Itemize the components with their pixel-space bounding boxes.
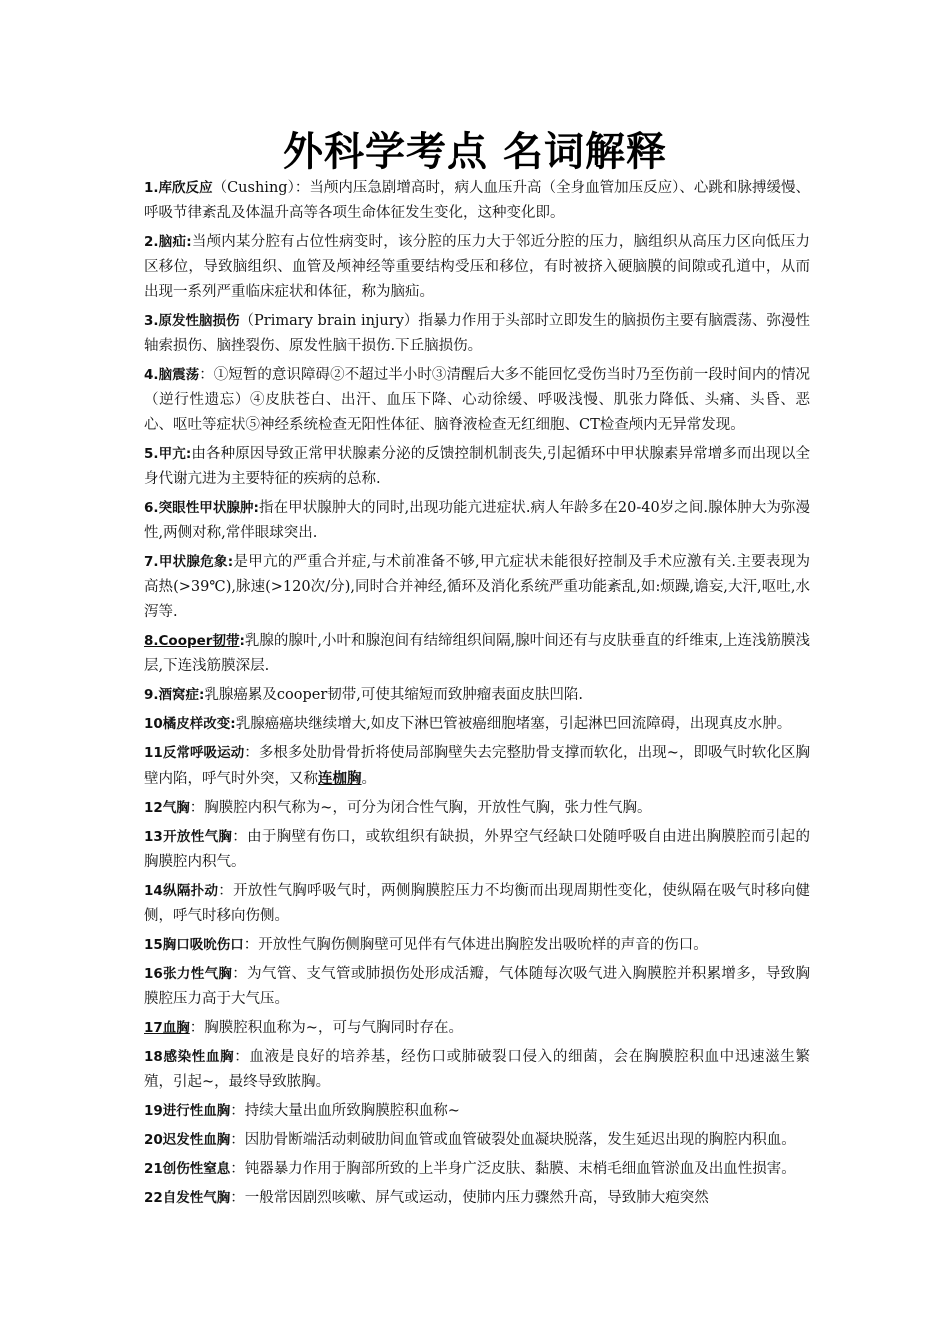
entry-separator: ： [243,937,259,953]
entry-text: 血液是良好的培养基，经伤口或肺破裂口侵入的细菌，会在胸膜腔积血中迅速滋生繁殖，引起~，最终导致脓胸。 [144,1049,810,1090]
entry-text: 乳腺癌癌块继续增大,如皮下淋巴管被癌细胞堵塞，引起淋巴回流障碍，出现真皮水肿。 [235,716,792,732]
entry-text: ①短暂的意识障碍②不超过半小时③清醒后大多不能回忆受伤当时乃至伤前一段时间内的情况（逆行性遗忘）④皮肤苍白、出汗、血压下降、心动徐缓、呼吸浅慢、肌张力降低、头痛、头昏、恶心、呕吐等症状⑤神经系统检查无阳性体征、脑脊液检查无红细胞、CT检查颅内无异常发现。 [144,367,810,433]
entry-hyperthyroidism [144,442,810,492]
entry-text: 胸膜腔积血称为~，可与气胸同时存在。 [204,1020,463,1036]
entry-separator: （Primary brain injury） [239,313,419,329]
entry-separator: : [230,716,236,732]
entry-text: 是甲亢的严重合并症,与术前准备不够,甲亢症状未能很好控制及手术应激有关.主要表现为高热(>39℃),脉速(>120次/分),同时合并神经,循环及消化系统严重功能紊乱,如:烦躁,谵妄,大汗,呕吐,水泻等. [144,554,810,620]
entry-text: 当颅内压急剧增高时，病人血压升高（全身血管加压反应）、心跳和脉搏缓慢、呼吸节律紊乱及体温升高等各项生命体征发生变化，这种变化即。 [144,180,810,221]
entry-text: 一般常因剧烈咳嗽、屏气或运动，使肺内压力骤然升高，导致肺大疱突然 [244,1190,709,1206]
entry-separator: ： [230,1103,245,1119]
entry-text: 指暴力作用于头部时立即发生的脑损伤主要有脑震荡、弥漫性轴索损伤、脑挫裂伤、原发性脑干损伤.下丘脑损伤。 [144,313,810,354]
entry-separator: （Cushing）： [212,180,310,196]
entry-term: 7.甲状腺危象 [144,554,228,570]
entry-text: 多根多处肋骨骨折将使局部胸壁失去完整肋骨支撑而软化，出现~，即吸气时软化区胸壁内陷，呼气时外突，又称 [144,745,810,787]
entry-term: 1.库欣反应 [144,180,213,196]
entry-term: 21创伤性窒息 [144,1161,231,1177]
entry-exophthalmic-goiter [144,496,810,546]
entry-text: 开放性气胸伤侧胸壁可见伴有气体进出胸腔发出吸吮样的声音的伤口。 [258,937,708,953]
entry-separator: ： [199,367,214,383]
entry-separator: : [239,633,245,649]
entry-term: 17血胸 [144,1020,190,1036]
entry-text: 为气管、支气管或肺损伤处形成活瓣，气体随每次吸气进入胸膜腔并积累增多，导致胸膜腔压力高于大气压。 [144,966,811,1007]
page-title: 外科学考点 名词解释 [283,128,667,175]
entry-delayed-hemothorax [144,1128,810,1153]
entry-text: 由各种原因导致正常甲状腺素分泌的反馈控制机制丧失,引起循环中甲状腺素异常增多而出现以全身代谢亢进为主要特征的疾病的总称. [144,446,810,487]
entry-cushing-reaction [144,176,810,226]
entry-separator: ： [232,829,248,845]
entry-separator: : [253,500,259,516]
entry-dimple-sign [144,683,810,708]
entry-progressive-hemothorax [144,1099,810,1124]
entry-text: 开放性气胸呼吸气时，两侧胸膜腔压力不均衡而出现周期性变化，使纵隔在吸气时移向健侧，呼气时移向伤侧。 [144,883,811,924]
entry-term: 18感染性血胸 [144,1049,235,1065]
entry-separator: ： [189,800,205,816]
entry-thyroid-crisis [144,550,810,625]
entry-text: 持续大量出血所致胸膜腔积血称~ [244,1103,460,1119]
entry-term: 14纵隔扑动 [144,883,219,899]
entry-text: 因肋骨断端活动刺破肋间血管或血管破裂处血凝块脱落，发生延迟出现的胸腔内积血。 [244,1132,796,1148]
entry-separator: : [185,446,192,462]
entry-concussion [144,363,810,438]
entry-open-pneumothorax [144,825,810,875]
entry-term: 13开放性气胸 [144,829,233,845]
entry-separator: ： [218,883,234,899]
entry-term: 20迟发性血胸 [144,1132,231,1148]
entry-term: 10橘皮样改变 [144,716,231,732]
entry-paradoxical-breathing [144,741,810,792]
entry-mediastinal-flutter [144,879,810,929]
entry-hemothorax [144,1016,810,1041]
entry-text: 指在甲状腺肿大的同时,出现功能亢进症状.病人年龄多在20-40岁之间.腺体肿大为弥漫性,两侧对称,常伴眼球突出. [144,500,810,541]
entry-term: 19进行性血胸 [144,1103,231,1119]
entry-term: 16张力性气胸 [144,966,233,982]
entry-text: 乳腺癌累及cooper韧带,可使其缩短而致肿瘤表面皮肤凹陷. [204,687,584,703]
entry-term: 6.突眼性甲状腺肿 [144,500,254,516]
entry-separator: : [199,687,205,703]
entry-separator: : [227,554,234,570]
entry-tension-pneumothorax [144,962,810,1012]
entry-term: 8.Cooper韧带 [144,633,240,649]
entry-separator: ： [234,1049,250,1065]
entry-separator: ： [189,1020,205,1036]
entry-term: 5.甲亢 [144,446,186,462]
entry-term: 11反常呼吸运动 [144,745,245,761]
entry-separator: : [186,234,192,250]
entry-primary-brain-injury [144,309,810,359]
entry-text: 乳腺的腺叶,小叶和腺泡间有结缔组织间隔,腺叶间还有与皮肤垂直的纤维束,上连浅筋膜浅层,下连浅筋膜深层. [144,633,810,674]
entry-separator: ： [230,1190,245,1206]
entry-emphasis: 连枷胸 [318,770,362,787]
entry-separator: ： [232,966,248,982]
entry-text: 钝器暴力作用于胸部所致的上半身广泛皮肤、黏膜、末梢毛细血管淤血及出血性损害。 [244,1161,796,1177]
entry-term: 3.原发性脑损伤 [144,313,240,329]
entry-text: 当颅内某分腔有占位性病变时，该分腔的压力大于邻近分腔的压力，脑组织从高压力区向低压力区移位，导致脑组织、血管及颅神经等重要结构受压和移位，有时被挤入硬脑膜的间隙或孔道中，从而出现一系列严重临床症状和体征，称为脑疝。 [144,234,810,300]
entry-term: 22自发性气胸 [144,1190,231,1206]
entry-term: 2.脑疝 [144,234,187,250]
entry-separator: ： [230,1161,245,1177]
entry-brain-herniation [144,230,810,305]
definition-list [144,176,810,1215]
entry-sucking-chest-wound [144,933,810,958]
entry-text-tail: 。 [361,771,376,787]
entry-peau-d-orange [144,712,810,737]
entry-term: 4.脑震荡 [144,367,200,383]
entry-traumatic-asphyxia [144,1157,810,1182]
entry-text: 由于胸壁有伤口，或软组织有缺损，外界空气经缺口处随呼吸自由进出胸膜腔而引起的胸膜腔内积气。 [144,829,811,870]
entry-text: 胸膜腔内积气称为~，可分为闭合性气胸，开放性气胸，张力性气胸。 [204,800,652,816]
entry-term: 12气胸 [144,800,190,816]
entry-term: 9.酒窝症 [144,687,200,703]
entry-separator: ： [230,1132,245,1148]
entry-infected-hemothorax [144,1045,810,1095]
entry-pneumothorax [144,796,810,821]
entry-separator: ： [244,745,259,761]
entry-term: 15胸口吸吮伤口 [144,937,244,953]
entry-cooper-ligament [144,629,810,679]
entry-spontaneous-pneumothorax [144,1186,810,1211]
